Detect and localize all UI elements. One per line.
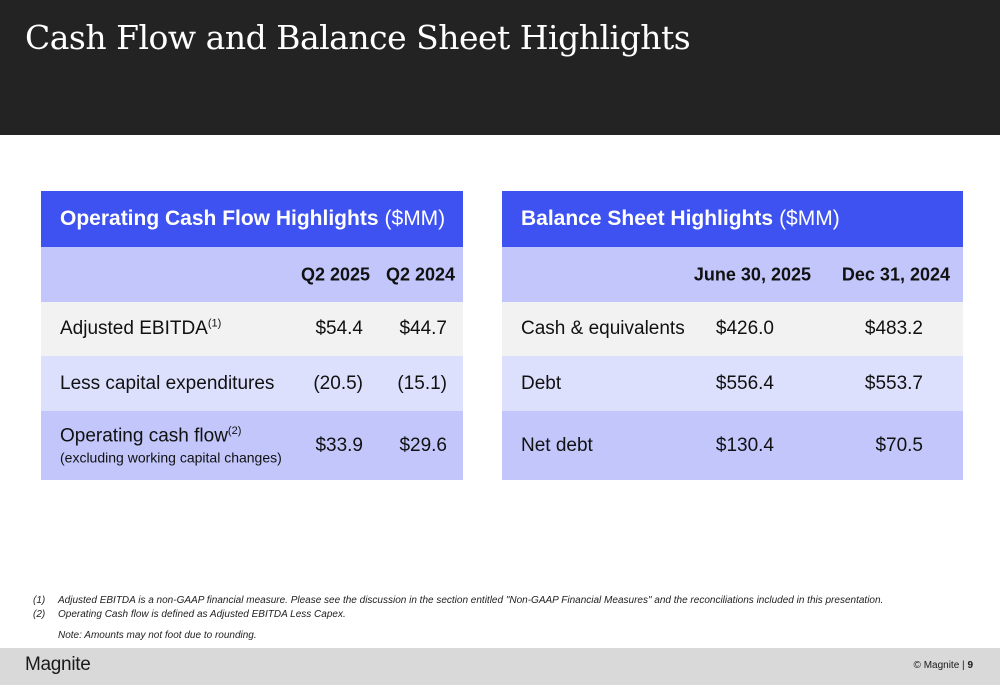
page-number: 9 — [967, 660, 973, 671]
table-title — [41, 191, 463, 247]
page-title: Cash Flow and Balance Sheet Highlights — [25, 18, 691, 57]
row-label: Cash & equivalents — [521, 318, 685, 339]
row-label-text: Adjusted EBITDA — [60, 318, 208, 339]
row-label — [60, 318, 221, 340]
table-row — [502, 411, 963, 480]
footnote — [33, 594, 973, 608]
footnote-text: Operating Cash flow is defined as Adjusted EBITDA Less Capex. — [58, 609, 346, 620]
table-title-text: Operating Cash Flow Highlights — [60, 207, 379, 230]
footer-bar — [0, 648, 1000, 685]
table-cell: $556.4 — [715, 372, 774, 394]
footnote-ref: (1) — [207, 317, 222, 330]
table-cell: $29.6 — [399, 434, 447, 456]
table-cell: $426.0 — [715, 318, 774, 339]
table-cell: (20.5) — [313, 372, 363, 394]
table-cell: $553.7 — [864, 372, 923, 394]
table-title — [502, 191, 963, 247]
table-cell: $70.5 — [875, 434, 923, 456]
row-label — [60, 425, 282, 466]
column-header: Dec 31, 2024 — [841, 264, 950, 284]
footnote — [33, 608, 973, 622]
column-header: June 30, 2025 — [693, 264, 811, 284]
table-cell: $33.9 — [315, 434, 363, 456]
table-cell: $483.2 — [864, 318, 923, 339]
table-row — [502, 302, 963, 356]
footnotes — [33, 594, 973, 643]
footnote-number: (1) — [33, 595, 46, 606]
row-label: Debt — [521, 372, 562, 394]
table-row — [41, 356, 463, 411]
table-cell: (15.1) — [397, 372, 447, 394]
rounding-note: Note: Amounts may not foot due to rounding. — [58, 630, 257, 641]
column-header: Q2 2024 — [385, 264, 455, 284]
table-title-unit: ($MM) — [779, 207, 840, 230]
operating-cash-flow-table — [41, 191, 463, 480]
table-row — [41, 302, 463, 356]
footnote-number: (2) — [33, 609, 46, 620]
row-label-text: Operating cash flow — [60, 425, 228, 447]
table-cell: $44.7 — [399, 318, 447, 339]
table-title-unit: ($MM) — [384, 207, 446, 230]
table-title-text: Balance Sheet Highlights — [521, 207, 774, 230]
table-row — [41, 411, 463, 480]
table-cell: $130.4 — [715, 434, 774, 456]
balance-sheet-table — [502, 191, 963, 480]
table-row — [502, 356, 963, 411]
row-label-subtext: (excluding working capital changes) — [60, 449, 282, 466]
table-cell: $54.4 — [315, 318, 363, 339]
row-label — [60, 373, 274, 395]
footnote-text: Adjusted EBITDA is a non-GAAP financial measure. Please see the discussion in the section entitled "Non-GAAP Financial Measures" and the reconciliations included in this presentation. — [58, 595, 884, 606]
table-header-row — [41, 247, 463, 302]
row-label-text: Less capital expenditures — [60, 372, 275, 394]
row-label: Net debt — [521, 434, 593, 456]
footnote-ref: (2) — [227, 424, 242, 437]
copyright — [914, 660, 973, 671]
table-header-row — [502, 247, 963, 302]
copyright-text: © Magnite | — [913, 660, 965, 671]
column-header: Q2 2025 — [300, 264, 370, 284]
magnite-logo: Magnite — [25, 654, 91, 675]
header-bar — [0, 0, 1000, 135]
